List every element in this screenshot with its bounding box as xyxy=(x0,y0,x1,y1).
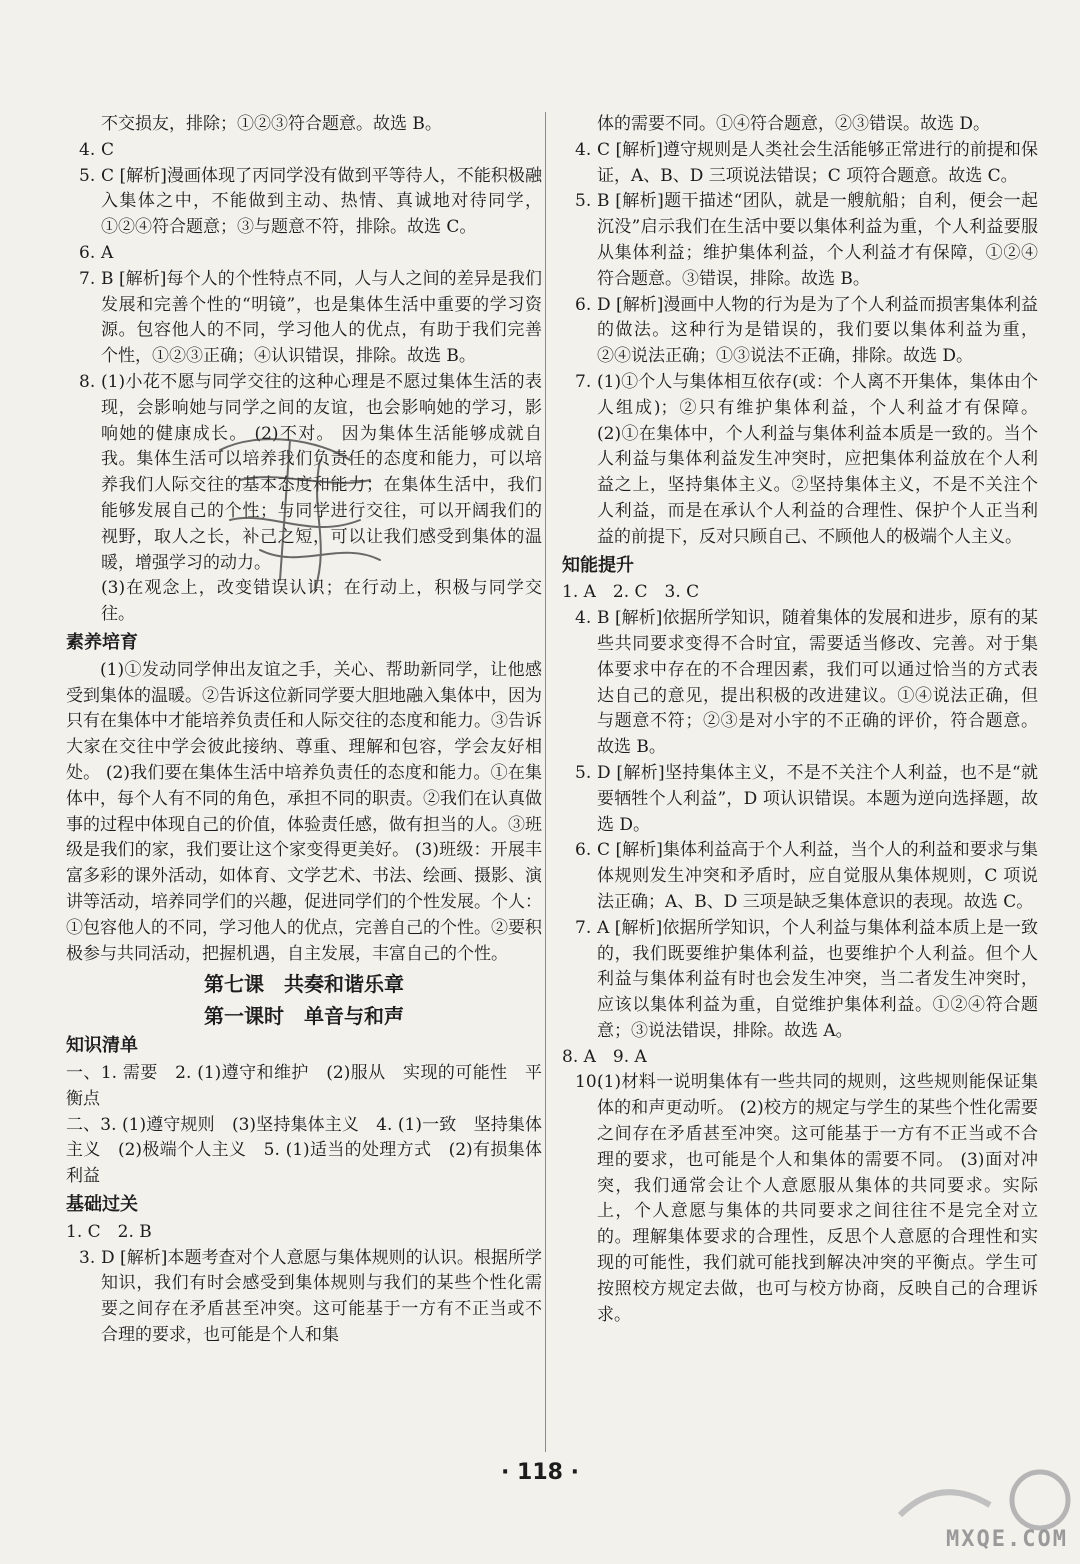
jichu-q7: 7. (1)①个人与集体相互依存(或：个人离不开集体，集体由个人组成)；②只有维护集体利益，个人利益才有保障。 (2)①在集体中，个人利益与集体利益本质是一致的。当个人利益与集体利益发生冲突时，应把集体利益放在个人利益之上，坚持集体主义。②坚持集体主义，不是不关注个人利益，而是在承认个人利益的合理性、保护个人正当利益的前提下，反对只顾自己、不顾他人的极端个人主义。 xyxy=(575,371,1038,547)
lesson-title: 第一课时 单音与和声 xyxy=(204,1004,404,1029)
zhineng-q8-9: 8. A 9. A xyxy=(562,1046,647,1067)
left-q3-tail: 不交损友，排除；①②③符合题意。故选 B。 xyxy=(101,114,442,134)
jichu-q5: 5. B [解析]题干描述“团队，就是一艘航船；自利，便会一起沉没”启示我们在生活中要以集体利益为重，个人利益要服从集体利益；维护集体利益，个人利益才有保障，①②④符合题意。③错误，排除。故选 B。 xyxy=(575,191,1038,289)
section-heading-zhishi: 知识清单 xyxy=(66,1035,138,1057)
zhineng-q7: 7. A [解析]依据所学知识，个人利益与集体利益本质上是一致的，我们既要维护集体利益，也要维护个人利益。但个人利益与集体利益有时也会发生冲突，当二者发生冲突时，应该以集体利益为重，自觉维护集体利益。①②④符合题意；③说法错误，排除。故选 A。 xyxy=(575,917,1038,1041)
jichu-q1-2: 1. C 2. B xyxy=(66,1221,152,1242)
jichu-q3: 3. D [解析]本题考查对个人意愿与集体规则的认识。根据所学知识，我们有时会感受到集体规则与我们的某些个性化需要之间存在矛盾甚至冲突。这可能基于一方有不正当或不合理的要求，也可能是个人和集 xyxy=(79,1247,542,1346)
left-q6: 6. A xyxy=(79,242,114,263)
left-q8: 8. (1)小花不愿与同学交往的这种心理是不愿过集体生活的表现，会影响她与同学之间的友谊，也会影响她的学习，影响她的健康成长。 (2)不对。 因为集体生活能够成就自我。集体生活可以培养我们负责任的态度和能力，可以培养我们人际交往的基本态度和能力；在集体生活中，我们能够发展自己的个性；与同学进行交往，可以开阔我们的视野，取人之长，补己之短，可以让我们感受到集体的温暖，增强学习的动力。 xyxy=(79,371,542,573)
right-column xyxy=(562,112,1038,1328)
jichu-q3-tail: 体的需要不同。①④符合题意，②③错误。故选 D。 xyxy=(597,114,991,134)
zhineng-q5: 5. D [解析]坚持集体主义，不是不关注个人利益，也不是“就要牺牲个人利益”，D 项认识错误。本题为逆向选择题，故选 D。 xyxy=(575,762,1038,835)
left-q8-part3: (3)在观念上，改变错误认识；在行动上，积极与同学交往。 xyxy=(101,578,542,625)
left-column xyxy=(66,112,542,1349)
zhineng-q4: 4. B [解析]依据所学知识，随着集体的发展和进步，原有的某些共同要求变得不合时宜，需要适当修改、完善。对于集体要求中存在的不合理因素，我们可以通过恰当的方式表达自己的意见，提出积极的改进建议。①④说法正确，但与题意不符；②③是对小宇的不正确的评价，符合题意。故选 B。 xyxy=(575,608,1038,758)
page-number: · 118 · xyxy=(501,1460,579,1485)
jichu-q6: 6. D [解析]漫画中人物的行为是为了个人利益而损害集体利益的做法。这种行为是错误的，我们要以集体利益为重，②④说法正确；①③说法不正确，排除。故选 D。 xyxy=(575,294,1038,367)
column-divider xyxy=(545,112,546,1452)
watermark xyxy=(880,1460,1080,1560)
zhishi-line-1: 一、1. 需要 2. (1)遵守和维护 (2)服从 实现的可能性 平衡点 xyxy=(66,1063,542,1109)
zhineng-q10: 10.(1)材料一说明集体有一些共同的规则，这些规则能保证集体的和声更动听。 (2)校方的规定与学生的某些个性化需要之间存在矛盾甚至冲突。这可能基于一方有不正当或不合理的要求，也可能是个人和集体的需要不同。 (3)面对冲突，我们通常会让个人意愿服从集体的共同要求。实际上，个人意愿与集体的共同要求之间往往不是完全对立的。理解集体要求的合理性，反思个人意愿的合理性和实现的可能性，我们就可能找到解决冲突的平衡点。学生可按照校方规定去做，也可与校方协商，反映自己的合理诉求。 xyxy=(575,1072,1038,1325)
left-q7: 7. B [解析]每个人的个性特点不同，人与人之间的差异是我们发展和完善个性的“明镜”，也是集体生活中重要的学习资源。包容他人的不同，学习他人的优点，有助于我们完善个性，①②③正确；④认识错误，排除。故选 B。 xyxy=(79,268,542,367)
zhineng-q1-3: 1. A 2. C 3. C xyxy=(562,582,700,603)
section-heading-suyang: 素养培育 xyxy=(66,631,138,653)
watermark-text: MXQE.COM xyxy=(946,1527,1068,1552)
zhishi-line-2: 二、3. (1)遵守规则 (3)坚持集体主义 4. (1)一致 坚持集体主义 (2)极端个人主义 5. (1)适当的处理方式 (2)有损集体利益 xyxy=(66,1114,542,1187)
left-q4: 4. C xyxy=(79,139,115,160)
section-heading-zhineng: 知能提升 xyxy=(562,554,634,576)
chapter-title: 第七课 共奏和谐乐章 xyxy=(204,972,404,997)
jichu-q4: 4. C [解析]遵守规则是人类社会生活能够正常进行的前提和保证，A、B、D 三项说法错误；C 项符合题意。故选 C。 xyxy=(575,139,1038,186)
zhineng-q6: 6. C [解析]集体利益高于个人利益，当个人的利益和要求与集体规则发生冲突和矛盾时，应自觉服从集体规则，C 项说法正确；A、B、D 三项是缺乏集体意识的表现。故选 C。 xyxy=(575,840,1038,912)
suyang-answer: (1)①发动同学伸出友谊之手，关心、帮助新同学，让他感受到集体的温暖。②告诉这位新同学要大胆地融入集体中，因为只有在集体中才能培养负责任和人际交往的态度和能力。③告诉大家在交往中学会彼此接纳、尊重、理解和包容，学会友好相处。 (2)我们要在集体生活中培养负责任的态度和能力。①在集体中，每个人有不同的角色，承担不同的职责。②我们在认真做事的过程中体现自己的价值，体验责任感，做有担当的人。③班级是我们的家，我们要让这个家变得更美好。 (3)班级：开展丰富多彩的课外活动，如体育、文学艺术、书法、绘画、摄影、演讲等活动，培养同学们的兴趣，促进同学们的个性发展。个人：①包容他人的不同，学习他人的优点，完善自己的个性。②要积极参与共同活动，把握机遇，自主发展，丰富自己的个性。 xyxy=(66,659,542,964)
section-heading-jichu: 基础过关 xyxy=(66,1194,138,1216)
left-q5: 5. C [解析]漫画体现了丙同学没有做到平等待人，不能积极融入集体之中，不能做到主动、热情、真诚地对待同学，①②④符合题意；③与题意不符，排除。故选 C。 xyxy=(79,165,542,238)
